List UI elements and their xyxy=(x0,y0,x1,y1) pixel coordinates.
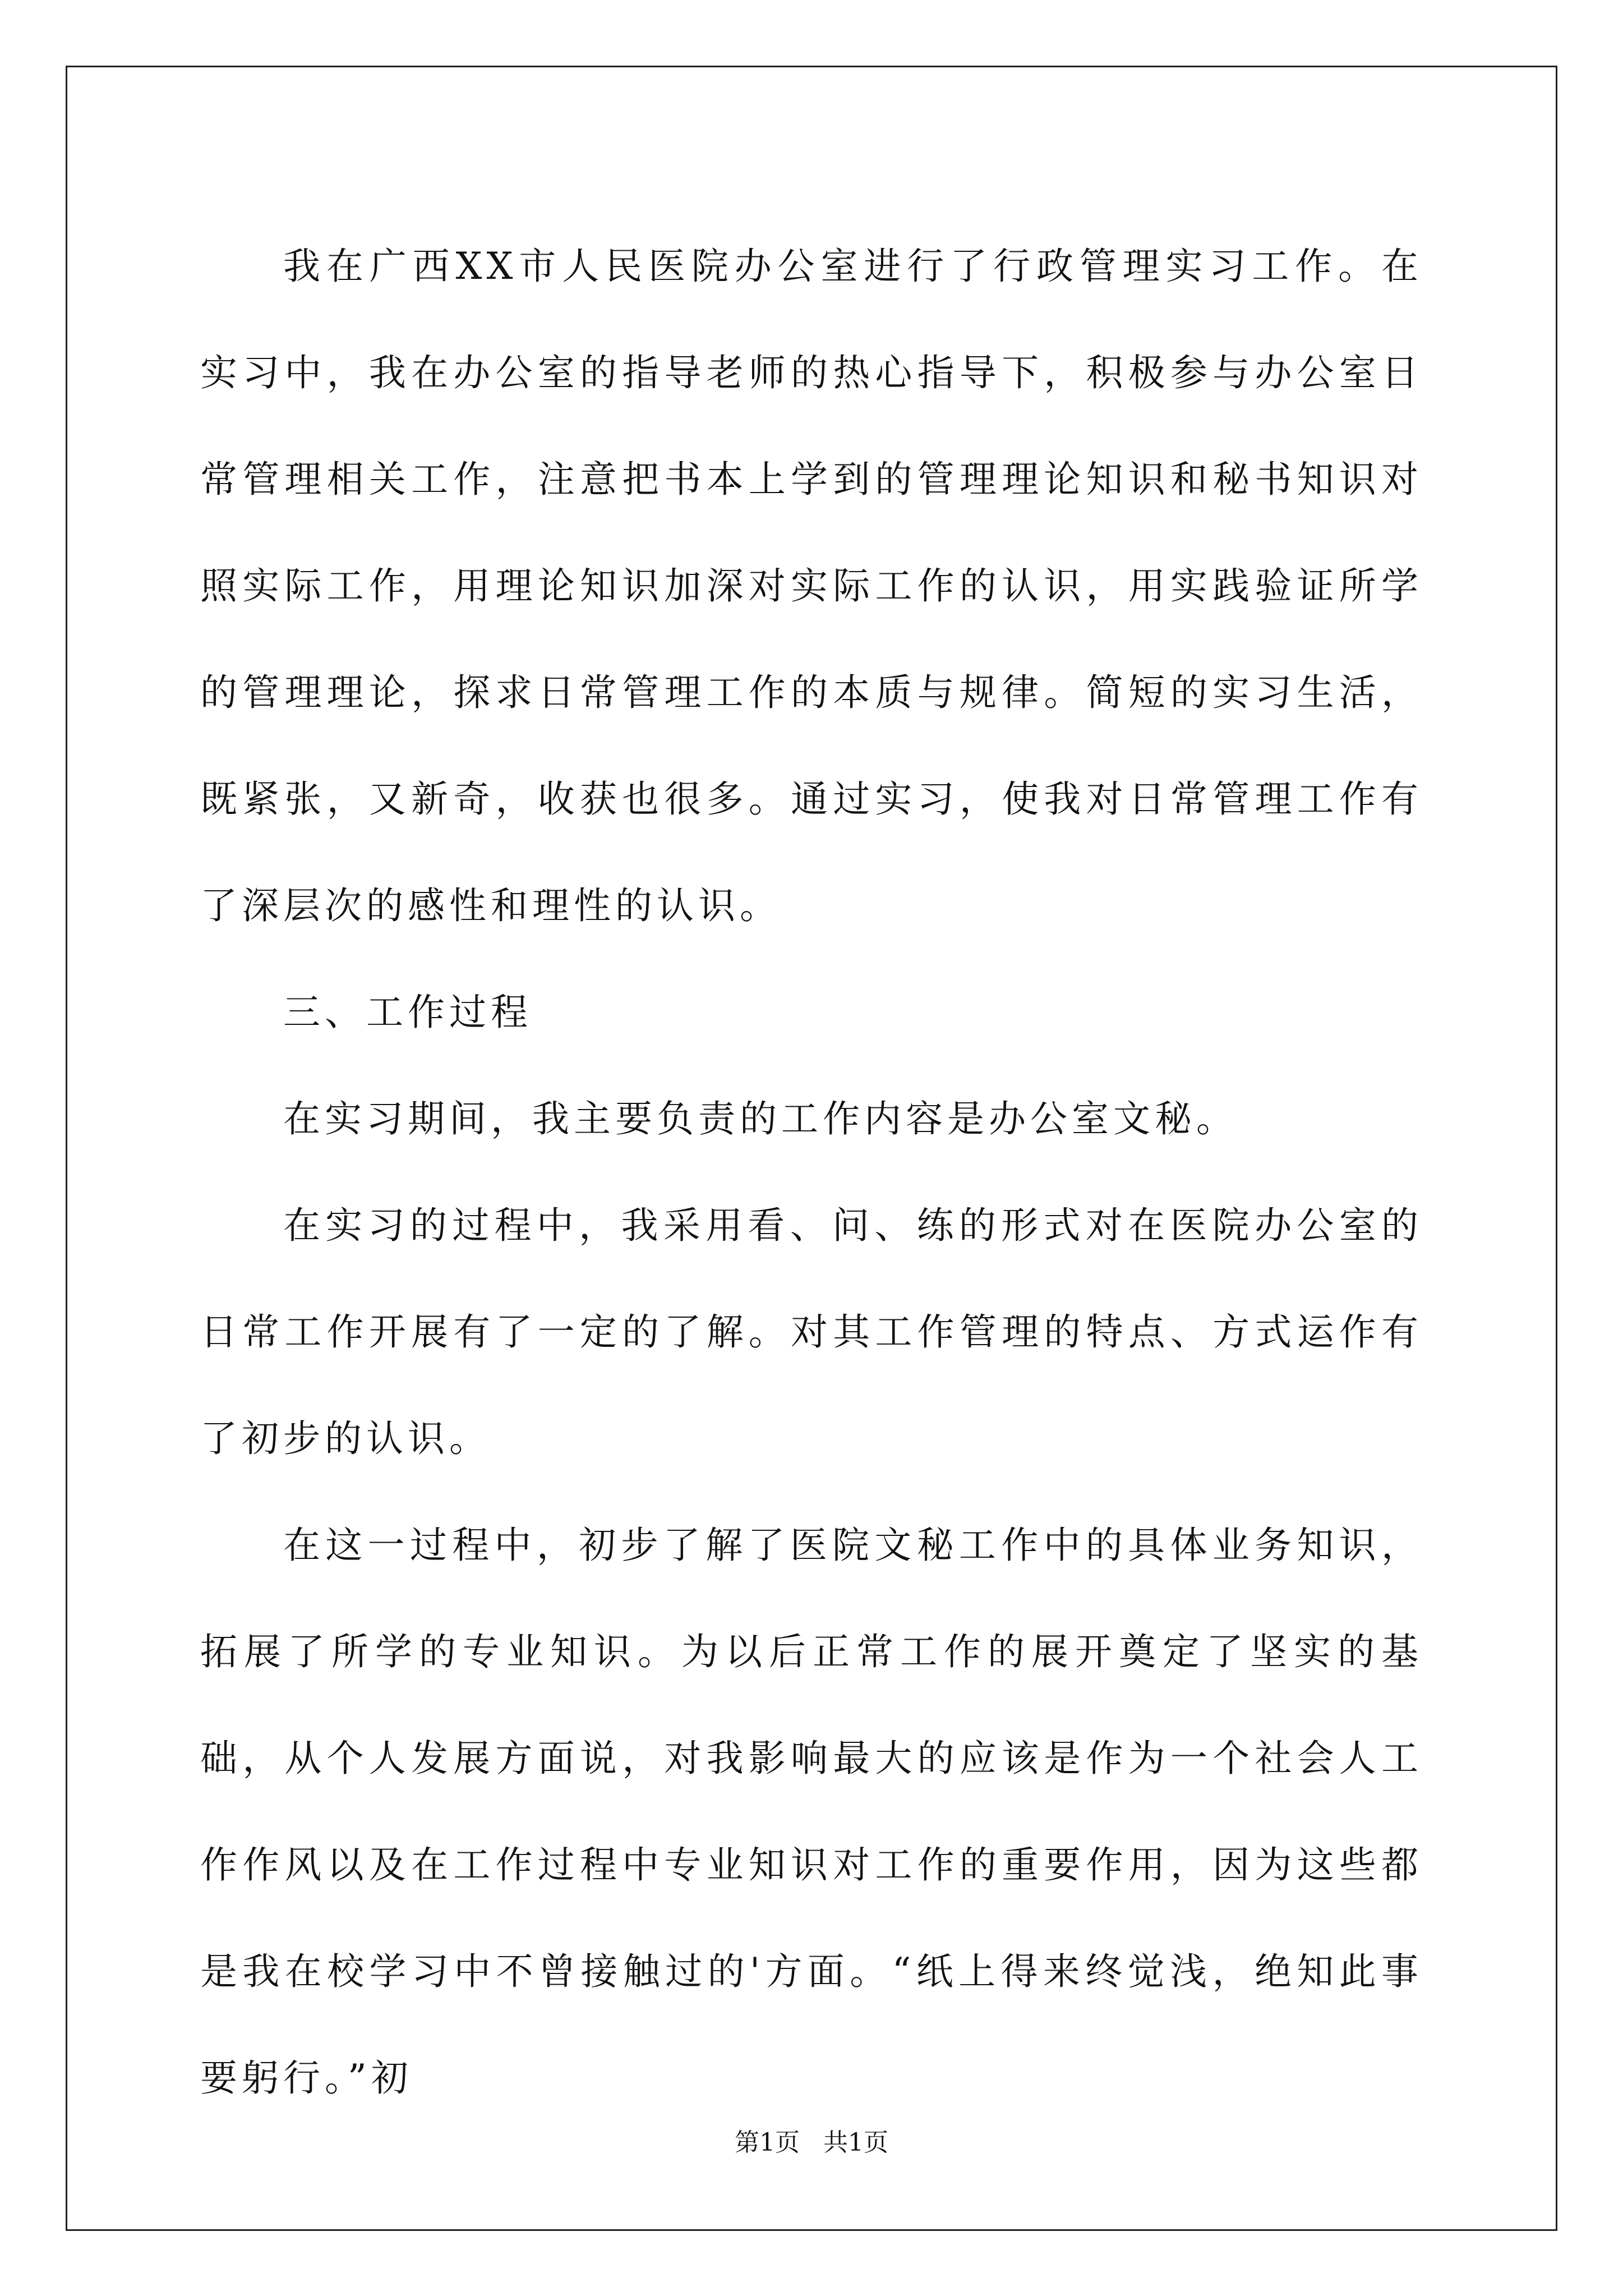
paragraph-learning: 在这一过程中，初步了解了医院文秘工作中的具体业务知识，拓展了所学的专业知识。为以后正常工作的展开奠定了坚实的基础，从个人发展方面说，对我影响最大的应该是作为一个社会人工作作风以及在工作过程中专业知识对工作的重要作用，因为这些都是我在校学习中不曾接触过的'方面。“纸上得来终觉浅，绝知此事要躬行。”初 xyxy=(200,1524,1423,2100)
paragraph-duties: 在实习期间，我主要负责的工作内容是办公室文秘。 xyxy=(283,1097,1238,1140)
page-footer xyxy=(0,2126,1623,2160)
paragraph-process: 在实习的过程中，我采用看、问、练的形式对在医院办公室的日常工作开展有了一定的了解。对其工作管理的特点、方式运作有了初步的认识。 xyxy=(200,1204,1423,1460)
document-body xyxy=(200,213,1423,2132)
section-heading-work-process: 三、工作过程 xyxy=(283,991,532,1034)
page-number-total: 共1页 xyxy=(823,2128,888,2157)
paragraph-intro: 我在广西XX市人民医院办公室进行了行政管理实习工作。在实习中，我在办公室的指导老师的热心指导下，积极参与办公室日常管理相关工作，注意把书本上学到的管理理论知识和秘书知识对照实际工作，用理论知识加深对实际工作的认识，用实践验证所学的管理理论，探求日常管理工作的本质与规律。简短的实习生活，既紧张，又新奇，收获也很多。通过实习，使我对日常管理工作有了深层次的感性和理性的认识。 xyxy=(200,245,1423,927)
page-number-current: 第1页 xyxy=(735,2128,800,2157)
